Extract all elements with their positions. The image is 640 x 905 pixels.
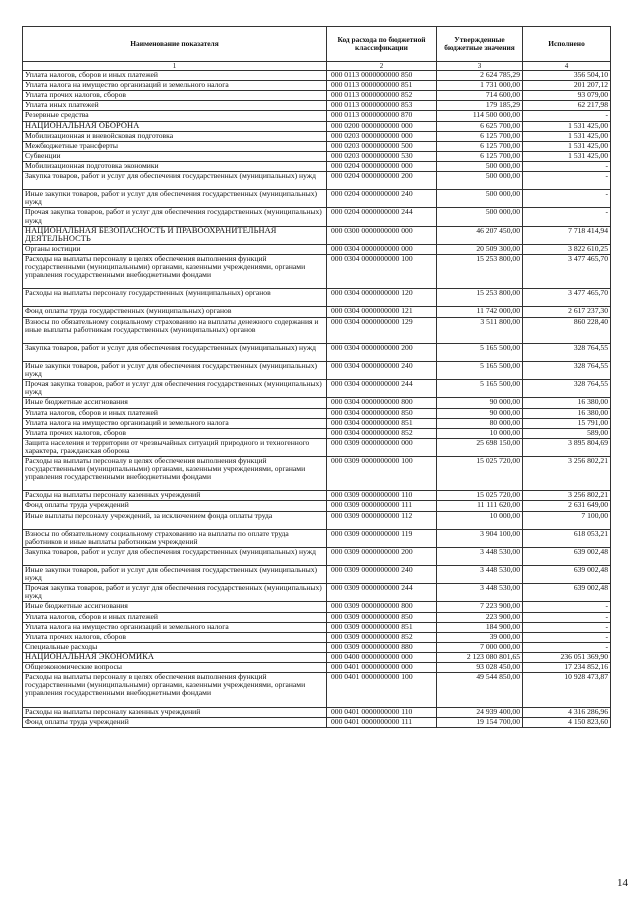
row-approved: 2 123 080 801,65 [437,652,523,662]
row-executed: 1 531 425,00 [523,131,611,141]
table-row [23,491,611,501]
row-executed: - [523,642,611,652]
table-row [23,547,611,565]
table-row [23,456,611,490]
row-code: 000 0304 0000000000 850 [327,408,437,418]
table-row [23,408,611,418]
row-approved: 49 544 850,00 [437,673,523,707]
row-code: 000 0309 0000000000 244 [327,584,437,602]
row-name: НАЦИОНАЛЬНАЯ ЭКОНОМИКА [23,652,327,662]
row-code: 000 0309 0000000000 800 [327,602,437,612]
row-approved: 3 904 100,00 [437,529,523,547]
row-executed: 860 228,40 [523,317,611,343]
row-name: Уплата налогов, сборов и иных платежей [23,71,327,81]
row-code: 000 0304 0000000000 129 [327,317,437,343]
row-name: Иные закупки товаров, работ и услуг для обеспечения государственных (муниципальных) нужд [23,190,327,208]
row-name: Уплата иных платежей [23,101,327,111]
column-number: 4 [523,62,611,71]
row-name: Иные выплаты персоналу учреждений, за исключением фонда оплаты труда [23,511,327,529]
table-row [23,511,611,529]
header-code: Код расхода по бюджетной классификации [327,27,437,62]
row-approved: 3 448 530,00 [437,584,523,602]
row-name: Субвенции [23,151,327,161]
row-approved: 5 165 500,00 [437,362,523,380]
row-approved: 11 742 000,00 [437,307,523,317]
row-executed: 3 822 610,25 [523,244,611,254]
row-code: 000 0203 0000000000 500 [327,141,437,151]
table-row [23,91,611,101]
row-name: Мобилизационная и вневойсковая подготовка [23,131,327,141]
row-code: 000 0204 0000000000 244 [327,208,437,226]
column-number: 1 [23,62,327,71]
row-code: 000 0309 0000000000 119 [327,529,437,547]
row-code: 000 0309 0000000000 240 [327,566,437,584]
row-executed: 2 631 649,00 [523,501,611,511]
row-code: 000 0304 0000000000 240 [327,362,437,380]
row-name: Прочая закупка товаров, работ и услуг для обеспечения государственных (муниципальных) нужд [23,208,327,226]
row-name: Иные бюджетные ассигнования [23,398,327,408]
row-name: Уплата налогов, сборов и иных платежей [23,612,327,622]
row-code: 000 0300 0000000000 000 [327,226,437,244]
table-row [23,529,611,547]
row-name: Закупка товаров, работ и услуг для обеспечения государственных (муниципальных) нужд [23,343,327,361]
row-name: Иные закупки товаров, работ и услуг для обеспечения государственных (муниципальных) нужд [23,566,327,584]
row-code: 000 0304 0000000000 100 [327,254,437,288]
row-approved: 93 028 450,00 [437,663,523,673]
row-executed: 328 764,55 [523,380,611,398]
row-name: Органы юстиции [23,244,327,254]
row-code: 000 0113 0000000000 853 [327,101,437,111]
row-executed: 639 002,48 [523,547,611,565]
row-code: 000 0113 0000000000 852 [327,91,437,101]
row-executed: 356 504,10 [523,71,611,81]
row-name: Фонд оплаты труда учреждений [23,717,327,727]
row-name: Мобилизационная подготовка экономики [23,161,327,171]
row-code: 000 0309 0000000000 200 [327,547,437,565]
row-executed: 17 234 852,16 [523,663,611,673]
row-approved: 5 165 500,00 [437,343,523,361]
row-code: 000 0304 0000000000 200 [327,343,437,361]
row-name: Общеэкономические вопросы [23,663,327,673]
row-code: 000 0309 0000000000 880 [327,642,437,652]
table-row [23,566,611,584]
row-name: НАЦИОНАЛЬНАЯ ОБОРОНА [23,121,327,131]
row-name: Иные бюджетные ассигнования [23,602,327,612]
row-executed: 7 100,00 [523,511,611,529]
row-code: 000 0401 0000000000 110 [327,707,437,717]
table-row [23,161,611,171]
row-approved: 15 253 800,00 [437,254,523,288]
row-name: Уплата налога на имущество организаций и земельного налога [23,418,327,428]
row-approved: 90 000,00 [437,398,523,408]
row-executed: 3 256 802,21 [523,491,611,501]
row-executed: - [523,190,611,208]
row-executed: 618 053,21 [523,529,611,547]
row-executed: 2 617 237,30 [523,307,611,317]
table-row [23,101,611,111]
row-name: Взносы по обязательному социальному страхованию на выплаты денежного содержания и иные выплаты работникам государственных (муниципальных) органов [23,317,327,343]
row-name: Расходы на выплаты персоналу в целях обеспечения выполнения функций государственными (муниципальными) органами, казенными учреждениями, органами управления государственными внебюджетными фондами [23,673,327,707]
table-row [23,501,611,511]
table-row [23,673,611,707]
row-executed: 3 477 465,70 [523,289,611,307]
row-name: Уплата налога на имущество организаций и земельного налога [23,81,327,91]
header-executed: Исполнено [523,27,611,62]
row-executed: 16 380,00 [523,398,611,408]
row-approved: 39 000,00 [437,632,523,642]
table-row [23,398,611,408]
row-executed: - [523,632,611,642]
row-approved: 1 731 000,00 [437,81,523,91]
row-code: 000 0304 0000000000 851 [327,418,437,428]
table-row [23,707,611,717]
row-name: Фонд оплаты труда государственных (муниципальных) органов [23,307,327,317]
row-code: 000 0113 0000000000 851 [327,81,437,91]
row-executed: 1 531 425,00 [523,141,611,151]
row-approved: 80 000,00 [437,418,523,428]
row-name: Прочая закупка товаров, работ и услуг для обеспечения государственных (муниципальных) нужд [23,380,327,398]
row-approved: 3 448 530,00 [437,547,523,565]
table-row [23,141,611,151]
table-row [23,584,611,602]
row-code: 000 0113 0000000000 850 [327,71,437,81]
table-row [23,717,611,727]
row-approved: 15 025 720,00 [437,456,523,490]
table-row [23,289,611,307]
row-approved: 24 939 400,00 [437,707,523,717]
row-code: 000 0304 0000000000 000 [327,244,437,254]
row-executed: - [523,161,611,171]
table-row [23,71,611,81]
header-name: Наименование показателя [23,27,327,62]
row-code: 000 0401 0000000000 111 [327,717,437,727]
table-row [23,632,611,642]
row-code: 000 0200 0000000000 000 [327,121,437,131]
row-code: 000 0309 0000000000 850 [327,612,437,622]
table-row [23,663,611,673]
row-approved: 6 625 700,00 [437,121,523,131]
row-name: НАЦИОНАЛЬНАЯ БЕЗОПАСНОСТЬ И ПРАВООХРАНИТЕЛЬНАЯ ДЕЯТЕЛЬНОСТЬ [23,226,327,244]
row-approved: 3 511 800,00 [437,317,523,343]
row-executed: - [523,111,611,121]
column-number: 3 [437,62,523,71]
row-approved: 20 509 300,00 [437,244,523,254]
row-approved: 15 025 720,00 [437,491,523,501]
row-approved: 5 165 500,00 [437,380,523,398]
row-approved: 19 154 700,00 [437,717,523,727]
table-row [23,362,611,380]
row-approved: 3 448 530,00 [437,566,523,584]
row-code: 000 0309 0000000000 851 [327,622,437,632]
row-code: 000 0304 0000000000 800 [327,398,437,408]
row-executed: 3 895 804,69 [523,438,611,456]
row-name: Уплата налога на имущество организаций и земельного налога [23,622,327,632]
table-row [23,111,611,121]
row-approved: 25 698 150,00 [437,438,523,456]
header-approved: Утвержденные бюджетные значения [437,27,523,62]
row-executed: 3 477 465,70 [523,254,611,288]
table-body [23,71,611,728]
row-code: 000 0401 0000000000 100 [327,673,437,707]
table-row [23,428,611,438]
table-row [23,307,611,317]
row-code: 000 0401 0000000000 000 [327,663,437,673]
row-name: Взносы по обязательному социальному страхованию на выплаты по оплате труда работников и иные выплаты работникам учреждений [23,529,327,547]
row-code: 000 0203 0000000000 530 [327,151,437,161]
table-row [23,622,611,632]
row-name: Уплата прочих налогов, сборов [23,91,327,101]
table-row [23,317,611,343]
row-approved: 15 253 800,00 [437,289,523,307]
table-row [23,121,611,131]
row-executed: 201 207,12 [523,81,611,91]
row-name: Уплата налогов, сборов и иных платежей [23,408,327,418]
table-row [23,642,611,652]
row-executed: 16 380,00 [523,408,611,418]
table-row [23,438,611,456]
row-code: 000 0309 0000000000 112 [327,511,437,529]
row-approved: 714 600,00 [437,91,523,101]
row-approved: 11 111 620,00 [437,501,523,511]
row-executed: - [523,208,611,226]
row-approved: 2 624 785,29 [437,71,523,81]
row-approved: 500 000,00 [437,172,523,190]
row-name: Резервные средства [23,111,327,121]
table-row [23,612,611,622]
table-row [23,81,611,91]
row-executed: - [523,172,611,190]
row-executed: 589,00 [523,428,611,438]
row-code: 000 0400 0000000000 000 [327,652,437,662]
row-code: 000 0309 0000000000 000 [327,438,437,456]
row-executed: 639 002,48 [523,566,611,584]
table-row [23,254,611,288]
row-approved: 6 125 700,00 [437,131,523,141]
table-row [23,380,611,398]
row-approved: 10 000,00 [437,428,523,438]
row-code: 000 0203 0000000000 000 [327,131,437,141]
row-name: Специальные расходы [23,642,327,652]
row-name: Прочая закупка товаров, работ и услуг для обеспечения государственных (муниципальных) нужд [23,584,327,602]
row-approved: 90 000,00 [437,408,523,418]
row-code: 000 0309 0000000000 100 [327,456,437,490]
row-code: 000 0309 0000000000 852 [327,632,437,642]
table-row [23,244,611,254]
row-approved: 223 900,00 [437,612,523,622]
row-executed: - [523,612,611,622]
row-name: Расходы на выплаты персоналу в целях обеспечения выполнения функций государственными (муниципальными) органами, казенными учреждениями, органами управления государственными внебюджетными фондами [23,254,327,288]
row-executed: 328 764,55 [523,362,611,380]
row-code: 000 0309 0000000000 111 [327,501,437,511]
row-approved: 500 000,00 [437,190,523,208]
row-approved: 114 500 000,00 [437,111,523,121]
row-approved: 184 900,00 [437,622,523,632]
table-row [23,151,611,161]
row-code: 000 0304 0000000000 852 [327,428,437,438]
row-executed: 3 256 802,21 [523,456,611,490]
row-approved: 7 000 000,00 [437,642,523,652]
row-code: 000 0204 0000000000 000 [327,161,437,171]
row-executed: 4 316 286,96 [523,707,611,717]
row-code: 000 0113 0000000000 870 [327,111,437,121]
table-row [23,602,611,612]
row-code: 000 0204 0000000000 240 [327,190,437,208]
row-executed: 1 531 425,00 [523,121,611,131]
table-row [23,343,611,361]
table-row [23,131,611,141]
row-executed: 236 051 369,90 [523,652,611,662]
row-executed: 4 150 823,60 [523,717,611,727]
row-approved: 500 000,00 [437,208,523,226]
row-code: 000 0304 0000000000 244 [327,380,437,398]
table-row [23,652,611,662]
row-code: 000 0204 0000000000 200 [327,172,437,190]
budget-execution-table [22,26,611,728]
row-executed: - [523,622,611,632]
row-approved: 500 000,00 [437,161,523,171]
table-row [23,190,611,208]
row-executed: 1 531 425,00 [523,151,611,161]
row-approved: 6 125 700,00 [437,151,523,161]
column-number: 2 [327,62,437,71]
row-name: Уплата прочих налогов, сборов [23,632,327,642]
row-executed: 15 791,00 [523,418,611,428]
row-code: 000 0309 0000000000 110 [327,491,437,501]
row-name: Уплата прочих налогов, сборов [23,428,327,438]
row-approved: 179 185,29 [437,101,523,111]
row-name: Фонд оплаты труда учреждений [23,501,327,511]
page-number: 14 [617,877,628,889]
row-executed: 10 928 473,87 [523,673,611,707]
row-code: 000 0304 0000000000 120 [327,289,437,307]
row-executed: - [523,602,611,612]
row-name: Межбюджетные трансферты [23,141,327,151]
row-name: Закупка товаров, работ и услуг для обеспечения государственных (муниципальных) нужд [23,172,327,190]
row-executed: 7 718 414,94 [523,226,611,244]
row-approved: 10 000,00 [437,511,523,529]
table-row [23,226,611,244]
row-name: Расходы на выплаты персоналу казенных учреждений [23,707,327,717]
header-row [23,27,611,62]
row-executed: 639 002,48 [523,584,611,602]
table-row [23,172,611,190]
row-code: 000 0304 0000000000 121 [327,307,437,317]
row-name: Расходы на выплаты персоналу государственных (муниципальных) органов [23,289,327,307]
row-name: Расходы на выплаты персоналу казенных учреждений [23,491,327,501]
row-name: Закупка товаров, работ и услуг для обеспечения государственных (муниципальных) нужд [23,547,327,565]
row-executed: 328 764,55 [523,343,611,361]
row-approved: 7 223 900,00 [437,602,523,612]
table-row [23,208,611,226]
row-executed: 93 079,00 [523,91,611,101]
row-approved: 6 125 700,00 [437,141,523,151]
row-name: Защита населения и территории от чрезвычайных ситуаций природного и техногенного характера, гражданская оборона [23,438,327,456]
row-name: Иные закупки товаров, работ и услуг для обеспечения государственных (муниципальных) нужд [23,362,327,380]
table-row [23,418,611,428]
column-number-row [23,62,611,71]
row-executed: 62 217,98 [523,101,611,111]
row-name: Расходы на выплаты персоналу в целях обеспечения выполнения функций государственными (муниципальными) органами, казенными учреждениями, органами управления государственными внебюджетными фондами [23,456,327,490]
row-approved: 46 207 450,00 [437,226,523,244]
